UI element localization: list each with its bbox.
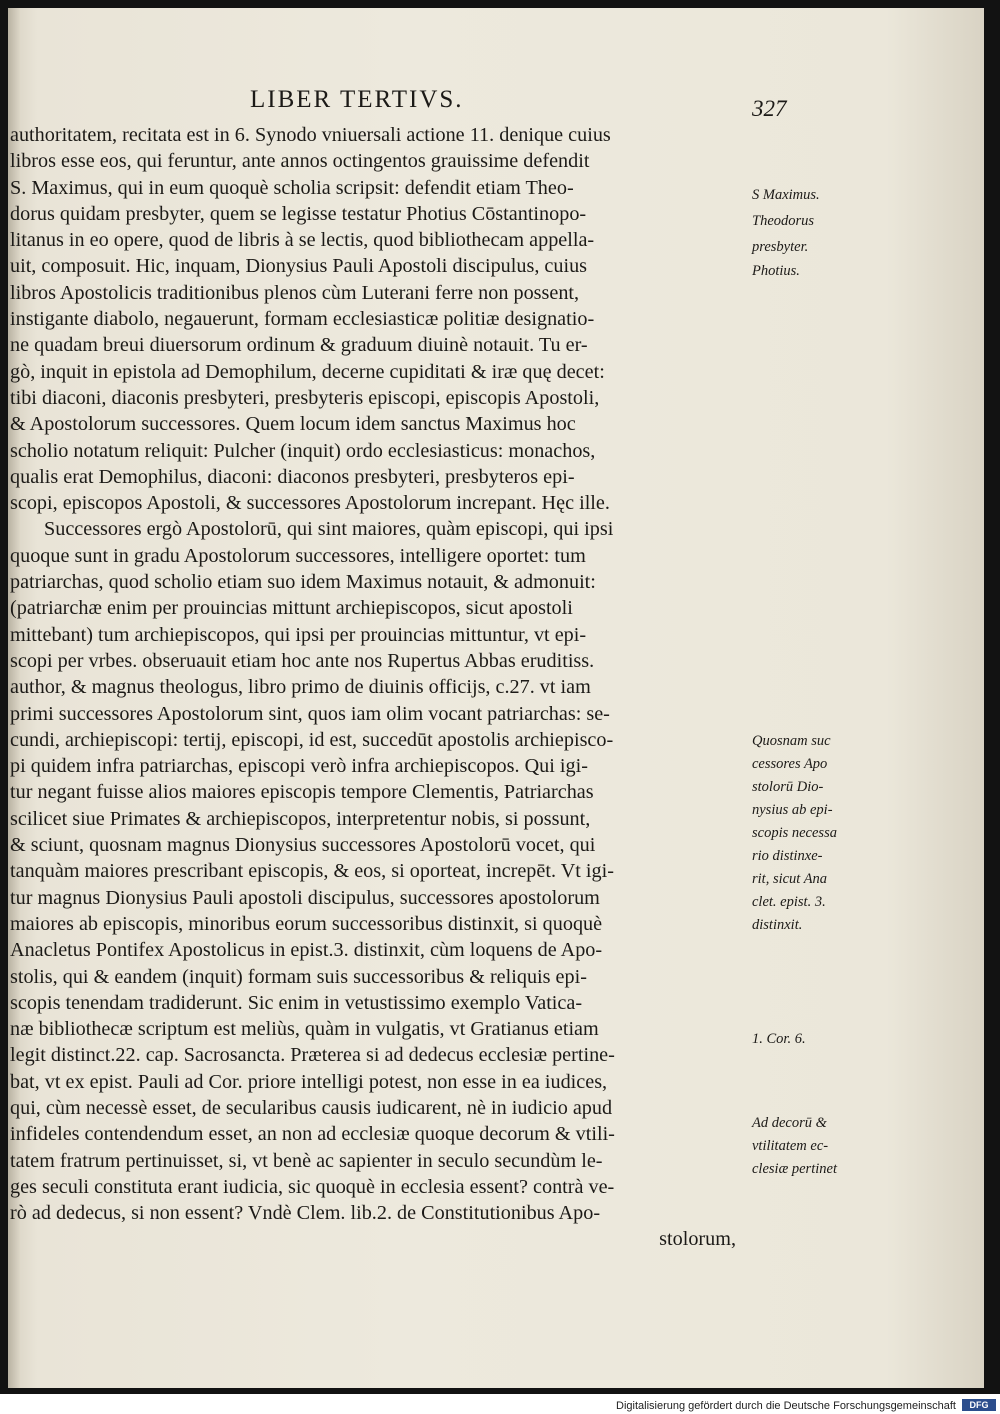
text-line: litanus in eo opere, quod de libris à se lectis, quod bibliothecam appella- <box>10 229 595 252</box>
text-line: mittebant) tum archiepiscopos, qui ipsi per prouincias mittuntur, vt epi- <box>10 623 587 646</box>
dfg-logo: DFG <box>962 1399 996 1411</box>
margin-note: cessores Apo <box>752 756 828 772</box>
text-line: scopi per vrbes. obseruauit etiam hoc ante nos Rupertus Abbas eruditiss. <box>10 649 595 672</box>
text-line: tibi diaconi, diaconis presbyteri, presbyteris episcopi, episcopis Apostoli, <box>10 386 600 409</box>
text-line: S. Maximus, qui in eum quoquè scholia scripsit: defendit etiam Theo- <box>10 176 574 199</box>
text-line: maiores ab episcopis, minoribus eorum successoribus distinxit, si quoquè <box>10 912 603 935</box>
text-line: gò, inquit in epistola ad Demophilum, decerne cupiditati & iræ quę decet: <box>10 360 605 383</box>
text-line: legit distinct.22. cap. Sacrosancta. Præterea si ad dedecus ecclesiæ pertine- <box>10 1044 615 1067</box>
text-line: instigante diabolo, negauerunt, formam ecclesiasticæ politiæ designatio- <box>10 308 595 331</box>
margin-note: Quosnam suc <box>752 733 831 749</box>
margin-note: distinxit. <box>752 917 803 933</box>
text-line: patriarchas, quod scholio etiam suo idem Maximus notauit, & admonuit: <box>10 571 596 594</box>
text-line: pi quidem infra patriarchas, episcopi verò infra archiepiscopos. Qui igi- <box>10 755 588 778</box>
text-line: tur magnus Dionysius Pauli apostoli discipulus, successores apostolorum <box>10 886 600 909</box>
text-line: Anacletus Pontifex Apostolicus in epist.3. distinxit, cùm loquens de Apo- <box>10 939 603 962</box>
margin-note: scopis necessa <box>752 825 837 841</box>
running-title: LIBER TERTIVS. <box>250 86 464 113</box>
catchword: stolorum, <box>659 1228 736 1251</box>
funding-credit: Digitalisierung gefördert durch die Deutsche Forschungsgemeinschaft <box>616 1400 956 1412</box>
main-text-block <box>10 122 746 1253</box>
text-line: scopi, episcopos Apostoli, & successores Apostolorum increpant. Hęc ille. <box>10 492 610 515</box>
text-line: næ bibliothecæ scriptum est meliùs, quàm in vulgatis, vt Gratianus etiam <box>10 1018 599 1041</box>
text-line: & sciunt, quosnam magnus Dionysius successores Apostolorū vocet, qui <box>10 834 596 857</box>
margin-note: Ad decorū & <box>752 1115 827 1131</box>
margin-note: presbyter. <box>752 239 809 255</box>
margin-note: clet. epist. 3. <box>752 894 826 910</box>
margin-note: S Maximus. <box>752 187 820 203</box>
text-line: qui, cùm necessè esset, de secularibus causis iudicarent, nè in iudicio apud <box>10 1096 613 1119</box>
page-number: 327 <box>752 96 787 121</box>
text-line: authoritatem, recitata est in 6. Synodo vniuersali actione 11. denique cuius <box>10 124 611 146</box>
margin-note: rio distinxe- <box>752 848 823 864</box>
text-line: ges seculi constituta erant iudicia, sic quoquè in ecclesia essent? contrà ve- <box>10 1175 615 1198</box>
text-line: tanquàm maiores prescribant episcopis, & eos, si oporteat, increpēt. Vt igi- <box>10 860 614 883</box>
text-line: tatem fratrum pertinuisset, si, vt benè ac sapienter in seculo secundùm le- <box>10 1149 603 1172</box>
text-line: quoque sunt in gradu Apostolorum successores, intelligere oportet: tum <box>10 544 586 567</box>
text-line: & Apostolorum successores. Quem locum idem sanctus Maximus hoc <box>10 413 576 436</box>
margin-note: 1. Cor. 6. <box>752 1031 806 1047</box>
text-line: bat, vt ex epist. Pauli ad Cor. priore intelligi potest, non esse in ea iudices, <box>10 1070 608 1093</box>
text-line: libros Apostolicis traditionibus plenos cùm Luterani ferre non possent, <box>10 281 580 304</box>
text-line: libros esse eos, qui feruntur, ante annos octingentos grauissime defendit <box>10 150 590 173</box>
margin-note: rit, sicut Ana <box>752 871 828 887</box>
margin-note: vtilitatem ec- <box>752 1138 829 1154</box>
text-line: dorus quidam presbyter, quem se legisse testatur Photius Cōstantinopo- <box>10 202 587 225</box>
text-line: uit, composuit. Hic, inquam, Dionysius Pauli Apostoli discipulus, cuius <box>10 255 588 278</box>
text-line: cundi, archiepiscopi: tertij, episcopi, id est, succedūt apostolis archiepisco- <box>10 728 614 751</box>
text-line: stolis, qui & eandem (inquit) formam suis successoribus & reliquis epi- <box>10 965 587 988</box>
margin-note: Theodorus <box>752 213 815 229</box>
text-line: ne quadam breui diuersorum ordinum & graduum diuinè notauit. Tu er- <box>10 334 588 357</box>
text-line: scholio notatum reliquit: Pulcher (inquit) ordo ecclesiasticus: monachos, <box>10 439 596 462</box>
margin-note: Photius. <box>752 263 800 279</box>
margin-note: clesiæ pertinet <box>752 1161 837 1177</box>
text-line: (patriarchæ enim per prouincias mittunt archiepiscopos, sicut apostoli <box>10 597 573 620</box>
text-line: scilicet siue Primates & archiepiscopos, interpretentur nobis, si possunt, <box>10 807 591 830</box>
text-line: infideles contendendum esset, an non ad ecclesiæ quoque decorum & vtili- <box>10 1123 615 1146</box>
text-line: tur negant fuisse alios maiores episcopis tempore Clementis, Patriarchas <box>10 781 594 804</box>
margin-note: stolorū Dio- <box>752 779 824 795</box>
text-line: rò ad dedecus, si non essent? Vndè Clem. lib.2. de Constitutionibus Apo- <box>10 1202 601 1225</box>
margin-note: nysius ab epi- <box>752 802 833 818</box>
text-line: scopis tenendam tradiderunt. Sic enim in vetustissimo exemplo Vatica- <box>10 991 583 1014</box>
text-line: author, & magnus theologus, libro primo de diuinis officijs, c.27. vt iam <box>10 676 591 699</box>
text-line: Successores ergò Apostolorū, qui sint maiores, quàm episcopi, qui ipsi <box>44 518 614 541</box>
text-line: primi successores Apostolorum sint, quos iam olim vocant patriarchas: se- <box>10 702 610 725</box>
text-line: qualis erat Demophilus, diaconi: diaconos presbyteri, presbyteros epi- <box>10 465 575 488</box>
